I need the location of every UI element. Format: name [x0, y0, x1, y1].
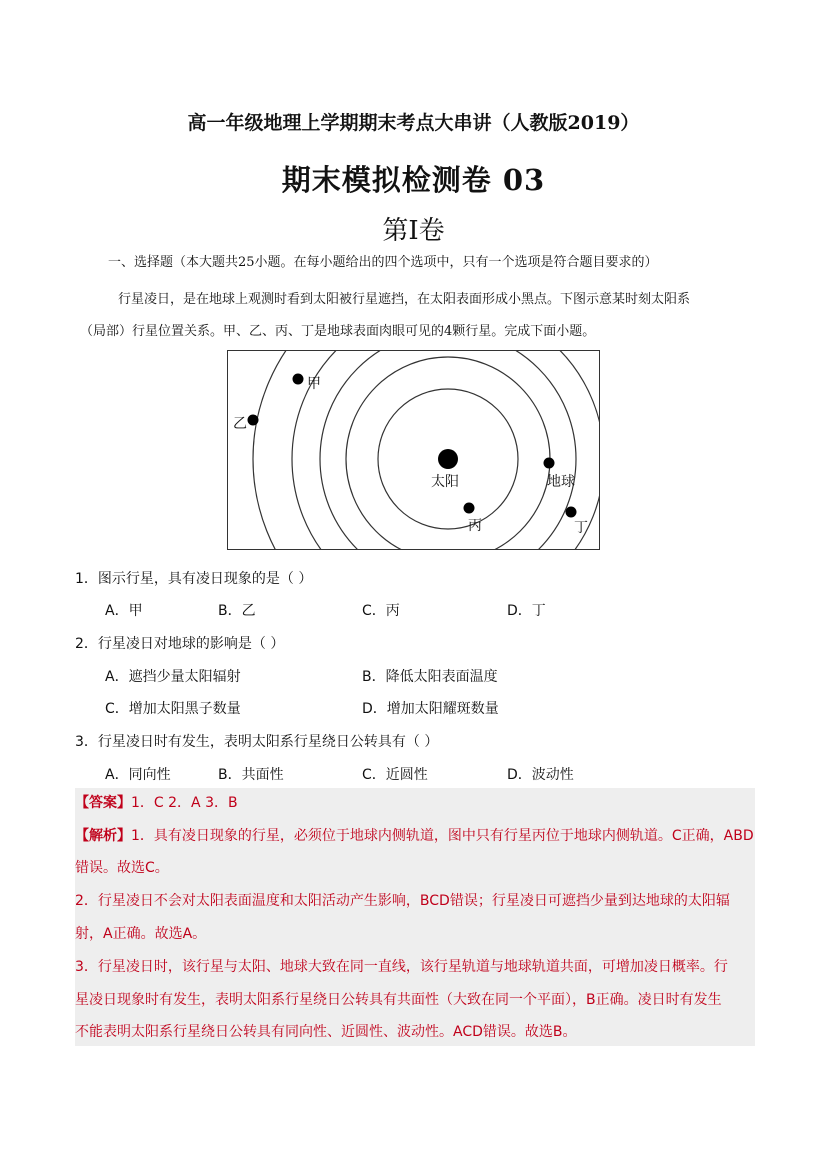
analysis-line-5: 3．行星凌日时，该行星与太阳、地球大致在同一直线，该行星轨道与地球轨道共面，可增加凌日概率。行 [75, 959, 728, 975]
answer-tag: 【答案】 [75, 795, 131, 811]
answer-text: 1．C 2．A 3．B [131, 795, 238, 811]
analysis-line-4: 射，A正确。故选A。 [75, 926, 207, 942]
label-earth: 地球 [547, 474, 575, 490]
analysis-line-7: 不能表明太阳系行星绕日公转具有同向性、近圆性、波动性。ACD错误。故选B。 [75, 1024, 577, 1040]
q3-option-c[interactable]: C．近圆性 [362, 767, 428, 783]
q1-option-a[interactable]: A．甲 [105, 603, 143, 619]
label-yi: 乙 [233, 416, 247, 432]
page-subtitle: 高一年级地理上学期期末考点大串讲（人教版2019） [187, 112, 640, 134]
sun-dot [438, 449, 458, 469]
label-ding: 丁 [574, 520, 588, 536]
q3-option-b[interactable]: B．共面性 [218, 767, 284, 783]
q1-option-d[interactable]: D．丁 [507, 603, 546, 619]
q2-option-a[interactable]: A．遮挡少量太阳辐射 [105, 669, 241, 685]
q2-option-c[interactable]: C．增加太阳黑子数量 [105, 701, 241, 717]
planet-ding-dot [566, 507, 577, 518]
planet-bing-dot [464, 503, 475, 514]
analysis-tag: 【解析】 [75, 828, 131, 844]
label-jia: 甲 [307, 376, 321, 392]
q3-option-a[interactable]: A．同向性 [105, 767, 171, 783]
intro-line-2: （局部）行星位置关系。甲、乙、丙、丁是地球表面肉眼可见的4颗行星。完成下面小题。 [80, 324, 596, 339]
volume-heading: 第I卷 [382, 216, 445, 246]
solar-system-figure [227, 350, 600, 550]
q2-option-b[interactable]: B．降低太阳表面温度 [362, 669, 498, 685]
q1-option-c[interactable]: C．丙 [362, 603, 400, 619]
question-1-stem: 1．图示行星，具有凌日现象的是（ ） [75, 571, 313, 587]
analysis-line-3: 2．行星凌日不会对太阳表面温度和太阳活动产生影响，BCD错误；行星凌日可遮挡少量到达地球的太阳辐 [75, 893, 730, 909]
analysis-line-1 [75, 820, 755, 852]
planet-earth-dot [544, 458, 555, 469]
q2-option-d[interactable]: D．增加太阳耀斑数量 [362, 701, 499, 717]
analysis-text-1: 1．具有凌日现象的行星，必须位于地球内侧轨道，图中只有行星丙位于地球内侧轨道。C正确，ABD [131, 828, 754, 844]
analysis-line-2: 错误。故选C。 [75, 860, 169, 876]
label-bing: 丙 [468, 518, 482, 534]
planet-yi-dot [248, 415, 259, 426]
intro-line-1: 行星凌日，是在地球上观测时看到太阳被行星遮挡，在太阳表面形成小黑点。下图示意某时刻太阳系 [118, 292, 691, 307]
answer-line [75, 787, 755, 819]
label-sun: 太阳 [431, 474, 459, 490]
question-3-stem: 3．行星凌日时有发生，表明太阳系行星绕日公转具有（ ） [75, 734, 439, 750]
page-title: 期末模拟检测卷 03 [281, 163, 546, 197]
analysis-line-6: 星凌日现象时有发生，表明太阳系行星绕日公转具有共面性（大致在同一个平面），B正确。凌日时有发生 [75, 992, 722, 1008]
q1-option-b[interactable]: B．乙 [218, 603, 256, 619]
question-2-stem: 2．行星凌日对地球的影响是（ ） [75, 636, 285, 652]
section-heading: 一、选择题（本大题共25小题。在每小题给出的四个选项中，只有一个选项是符合题目要求的） [108, 255, 658, 270]
planet-jia-dot [293, 374, 304, 385]
q3-option-d[interactable]: D．波动性 [507, 767, 574, 783]
